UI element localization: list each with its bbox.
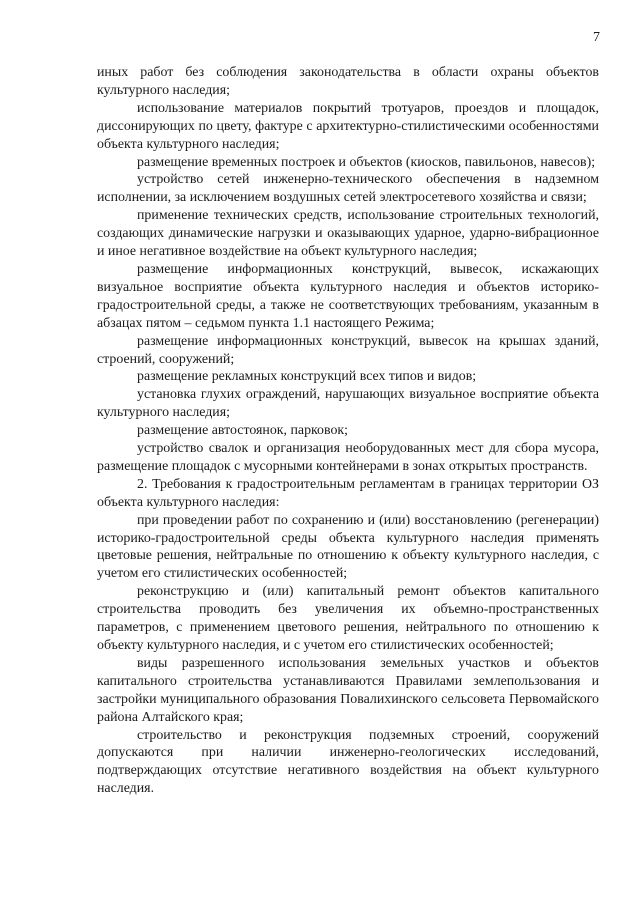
paragraph: размещение рекламных конструкций всех типов и видов;: [137, 369, 477, 385]
paragraph: строительство и реконструкция подземных строений, сооружений допускаются при наличии инженерно-геологических исследований, подтверждающих отсутствие негативного воздействия на объект культурного наследия.: [97, 727, 599, 797]
paragraph: использование материалов покрытий тротуаров, проездов и площадок, диссонирующих по цвету, фактуре с архитектурно-стилистическими особенностями объекта культурного наследия;: [97, 100, 599, 152]
paragraph: при проведении работ по сохранению и (или) восстановлению (регенерации) историко-градостроительной среды объекта культурного наследия применять цветовые решения, нейтральные по отношению к объекту культурного наследия, с учетом его стилистических особенностей;: [97, 512, 599, 582]
document-body: [97, 64, 599, 798]
paragraph: устройство свалок и организация необорудованных мест для сбора мусора, размещение площадок с мусорными контейнерами в зонах открытых пространств.: [97, 441, 599, 474]
page-number: 7: [593, 30, 600, 45]
paragraph: размещение информационных конструкций, вывесок, искажающих визуальное восприятие объекта культурного наследия и объектов историко-градостроительной среды, а также не соответствующих требованиям, указанным в абзацах пятом – седьмом пункта 1.1 настоящего Режима;: [97, 261, 599, 331]
section-heading-paragraph: 2. Требования к градостроительным регламентам в границах территории ОЗ объекта культурного наследия:: [97, 476, 599, 510]
paragraph: применение технических средств, использование строительных технологий, создающих динамические нагрузки и оказывающих ударное, ударно-вибрационное и иное негативное воздействие на объект культурного наследия;: [97, 208, 599, 260]
paragraph: размещение информационных конструкций, вывесок на крышах зданий, строений, сооружений;: [97, 333, 599, 367]
paragraph: устройство сетей инженерно-технического обеспечения в надземном исполнении, за исключением воздушных сетей электросетевого хозяйства и связи;: [97, 172, 599, 206]
paragraph: виды разрешенного использования земельных участков и объектов капитального строительства устанавливаются Правилами землепользования и застройки муниципального образования Повалихинского сельсовета Первомайского района Алтайского края;: [97, 655, 599, 725]
paragraph: реконструкцию и (или) капитальный ремонт объектов капитального строительства проводить без увеличения их объемно-пространственных параметров, с применением цветового решения, нейтрального по отношению к объекту культурного наследия, и с учетом его стилистических особенностей;: [97, 584, 599, 653]
paragraph: размещение временных построек и объектов (киосков, павильонов, навесов);: [137, 154, 596, 170]
paragraph: размещение автостоянок, парковок;: [137, 423, 349, 439]
paragraph: иных работ без соблюдения законодательства в области охраны объектов культурного наследия;: [97, 65, 599, 98]
paragraph: установка глухих ограждений, нарушающих визуальное восприятие объекта культурного наследия;: [97, 387, 599, 421]
